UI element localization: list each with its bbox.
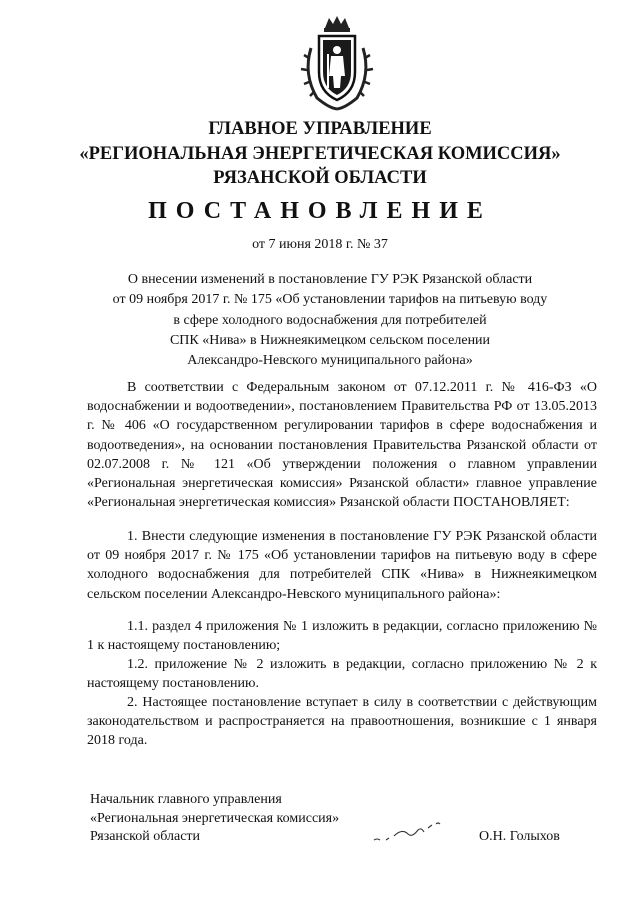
signatory-name: О.Н. Голыхов (479, 829, 560, 844)
subject-line: в сфере холодного водоснабжения для потребителей (173, 312, 487, 328)
document-date-number: от 7 июня 2018 г. № 37 (252, 237, 388, 252)
coat-of-arms-icon (295, 14, 379, 112)
signatory-title-line-3: Рязанской области (90, 829, 201, 844)
clause-1-1: 1.1. раздел 4 приложения № 1 изложить в редакции, согласно приложению № 1 к настоящему постановлению; (87, 619, 597, 654)
clause-1: 1. Внести следующие изменения в постановление ГУ РЭК Рязанской области от 09 ноября 2017 г. № 175 «Об установлении тарифов на питьевую воду в сфере холодного водоснабжения для потребителей СПК «Нива» в Нижнеякимецком сельском поселении Александро-Невского муниципального района»: (87, 529, 597, 602)
signatory-title-line-1: Начальник главного управления (90, 792, 282, 807)
subject-line: О внесении изменений в постановление ГУ РЭК Рязанской области (127, 272, 533, 287)
org-name-line-1: ГЛАВНОЕ УПРАВЛЕНИЕ (208, 119, 432, 139)
clause-2: 2. Настоящее постановление вступает в силу в соответствии с действующим законодательством и распространяется на правоотношения, возникшие с 1 января 2018 года. (87, 695, 597, 749)
clause-1-2: 1.2. приложение № 2 изложить в редакции, согласно приложению № 2 к настоящему постановлению. (87, 657, 597, 692)
org-name-line-2: «РЕГИОНАЛЬНАЯ ЭНЕРГЕТИЧЕСКАЯ КОМИССИЯ» (79, 144, 561, 164)
preamble-paragraph: В соответствии с Федеральным законом от 07.12.2011 г. № 416-ФЗ «О водоснабжении и водоотведении», постановлением Правительства РФ от 13.05.2013 г. № 406 «О государственном регулировании тарифов в сфере водоснабжения и водоотведения», на основании постановления Правительства Рязанской области от 02.07.2008 г. № 121 «Об утверждении положения о главном управлении «Региональная энергетическая комиссия» Рязанской области» главное управление «Региональная энергетическая комиссия» Рязанской области ПОСТАНОВЛЯЕТ: (87, 380, 597, 511)
subject-line: Александро-Невского муниципального района» (187, 353, 473, 369)
org-name-line-3: РЯЗАНСКОЙ ОБЛАСТИ (213, 168, 427, 188)
handwritten-signature (370, 818, 450, 848)
document-title: ПОСТАНОВЛЕНИЕ (148, 198, 492, 224)
subject-line: от 09 ноября 2017 г. № 175 «Об установлении тарифов на питьевую воду (112, 292, 548, 308)
document-subject (80, 270, 580, 371)
signatory-title-line-2: «Региональная энергетическая комиссия» (90, 810, 340, 826)
subject-line: СПК «Нива» в Нижнеякимецком сельском поселении (169, 332, 491, 348)
signatory-title (90, 791, 390, 847)
